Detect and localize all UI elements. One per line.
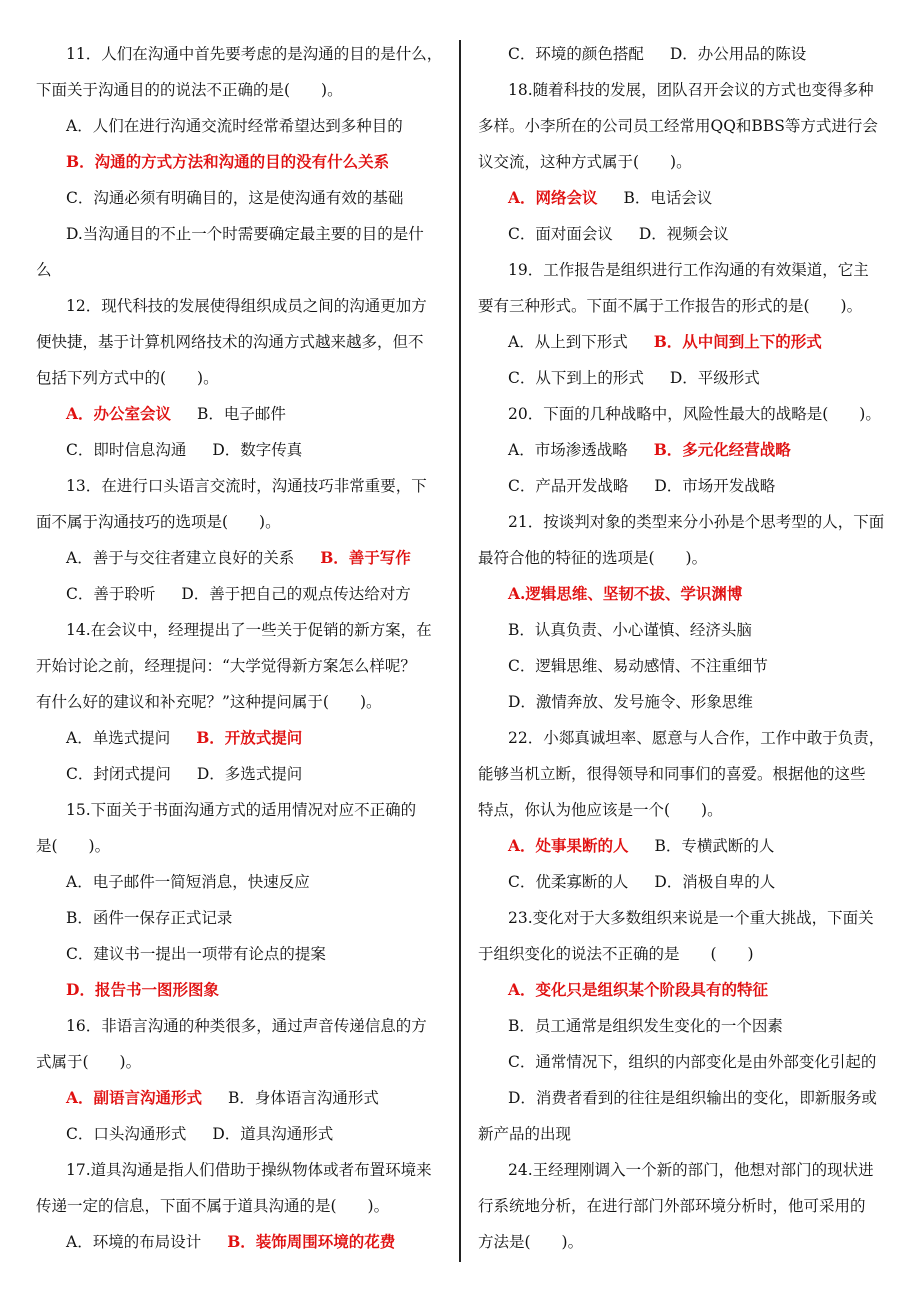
- text-line: [478, 1224, 890, 1260]
- line-text: D．数字传真: [212, 441, 303, 459]
- line-text: 传递一定的信息，下面不属于道具沟通的是( )。: [36, 1197, 390, 1215]
- text-line: [478, 252, 890, 288]
- answer-text: B．沟通的方式方法和沟通的目的没有什么关系: [66, 152, 390, 171]
- text-line: [36, 144, 446, 180]
- text-line: [478, 576, 890, 612]
- line-text: D．道具沟通形式: [212, 1125, 334, 1143]
- text-line: [36, 1116, 446, 1152]
- text-line: [478, 720, 890, 756]
- line-text: A．人们在进行沟通交流时经常希望达到多种目的: [66, 117, 403, 135]
- line-text: D.当沟通目的不止一个时需要确定最主要的目的是什: [66, 225, 424, 243]
- text-line: [478, 612, 890, 648]
- line-text: B．专横武断的人: [654, 837, 775, 855]
- text-line: [36, 252, 446, 288]
- text-line: [478, 936, 890, 972]
- line-text: 行系统地分析，在进行部门外部环境分析时，他可采用的: [478, 1197, 866, 1215]
- line-text: B．函件一保存正式记录: [66, 909, 233, 927]
- text-line: [36, 1224, 446, 1260]
- line-text: 新产品的出现: [478, 1125, 572, 1143]
- line-text: 么: [36, 261, 52, 279]
- answer-text: A．网络会议: [508, 188, 598, 207]
- line-text: 要有三种形式。下面不属于工作报告的形式的是( )。: [478, 297, 863, 315]
- line-text: B．认真负责、小心谨慎、经济头脑: [508, 621, 752, 639]
- answer-text: B．从中间到上下的形式: [653, 332, 822, 351]
- line-text: A．从上到下形式: [508, 333, 628, 351]
- answer-text: A．处事果断的人: [508, 836, 629, 855]
- left-column: [36, 36, 446, 1260]
- line-text: C．善于聆听: [66, 585, 156, 603]
- text-line: [478, 1008, 890, 1044]
- line-text: 面不属于沟通技巧的选项是( )。: [36, 513, 281, 531]
- text-line: [36, 180, 446, 216]
- text-line: [478, 396, 890, 432]
- text-line: [36, 936, 446, 972]
- line-text: 22．小郯真诚坦率、愿意与人合作，工作中敢于负责，: [508, 729, 885, 747]
- line-text: C．优柔寡断的人: [508, 873, 629, 891]
- text-line: [478, 864, 890, 900]
- line-text: 包括下列方式中的( )。: [36, 369, 219, 387]
- text-line: [36, 900, 446, 936]
- line-text: C．产品开发战略: [508, 477, 629, 495]
- line-text: 14.在会议中，经理提出了一些关于促销的新方案，在: [66, 621, 432, 639]
- line-text: A．单选式提问: [66, 729, 171, 747]
- text-line: [478, 504, 890, 540]
- text-line: [478, 1080, 890, 1116]
- text-line: [36, 1008, 446, 1044]
- line-text: 有什么好的建议和补充呢？”这种提问属于( )。: [36, 693, 382, 711]
- text-line: [478, 288, 890, 324]
- answer-text: A．办公室会议: [66, 404, 172, 423]
- answer-text: B．开放式提问: [196, 728, 303, 747]
- text-line: [36, 216, 446, 252]
- text-line: [478, 216, 890, 252]
- line-text: 最符合他的特征的选项是( )。: [478, 549, 708, 567]
- text-line: [478, 900, 890, 936]
- text-line: [36, 432, 446, 468]
- line-text: B．身体语言沟通形式: [228, 1089, 379, 1107]
- line-text: B．电话会议: [623, 189, 713, 207]
- line-text: C．面对面会议: [508, 225, 613, 243]
- text-line: [478, 540, 890, 576]
- line-text: D．平级形式: [669, 369, 760, 387]
- line-text: D．市场开发战略: [654, 477, 776, 495]
- line-text: D．办公用品的陈设: [669, 45, 807, 63]
- line-text: 13．在进行口头语言交流时，沟通技巧非常重要，下: [66, 477, 427, 495]
- text-line: [36, 828, 446, 864]
- answer-text: B．多元化经营战略: [653, 440, 791, 459]
- answer-text: A.逻辑思维、坚韧不拔、学识渊博: [508, 584, 743, 603]
- line-text: 24.王经理刚调入一个新的部门，他想对部门的现状进: [508, 1161, 874, 1179]
- column-divider: [459, 40, 461, 1262]
- answer-text: A．变化只是组织某个阶段具有的特征: [508, 980, 769, 999]
- text-line: [478, 972, 890, 1008]
- line-text: D．多选式提问: [196, 765, 303, 783]
- line-text: 16．非语言沟通的种类很多，通过声音传递信息的方: [66, 1017, 427, 1035]
- text-line: [36, 864, 446, 900]
- text-line: [36, 360, 446, 396]
- text-line: [36, 684, 446, 720]
- text-line: [478, 792, 890, 828]
- line-text: 23.变化对于大多数组织来说是一个重大挑战，下面关: [508, 909, 874, 927]
- line-text: D．消费者看到的往往是组织输出的变化，即新服务或: [508, 1089, 877, 1107]
- text-line: [36, 324, 446, 360]
- text-line: [36, 288, 446, 324]
- line-text: C．逻辑思维、易动感情、不注重细节: [508, 657, 768, 675]
- line-text: 能够当机立断，很得领导和同事们的喜爱。根据他的这些: [478, 765, 866, 783]
- answer-text: A．副语言沟通形式: [66, 1088, 203, 1107]
- line-text: 17.道具沟通是指人们借助于操纵物体或者布置环境来: [66, 1161, 432, 1179]
- text-line: [36, 1188, 446, 1224]
- line-text: C．封闭式提问: [66, 765, 171, 783]
- text-line: [478, 648, 890, 684]
- text-line: [478, 1116, 890, 1152]
- line-text: 开始讨论之前，经理提问：“大学觉得新方案怎么样呢？: [36, 657, 416, 675]
- text-line: [36, 36, 446, 72]
- line-text: B．员工通常是组织发生变化的一个因素: [508, 1017, 783, 1035]
- line-text: A．电子邮件一简短消息，快速反应: [66, 873, 310, 891]
- text-line: [478, 36, 890, 72]
- line-text: C．环境的颜色搭配: [508, 45, 644, 63]
- text-line: [478, 684, 890, 720]
- text-line: [478, 144, 890, 180]
- line-text: D．善于把自己的观点传达给对方: [181, 585, 411, 603]
- line-text: C．通常情况下，组织的内部变化是由外部变化引起的: [508, 1053, 877, 1071]
- text-line: [36, 108, 446, 144]
- text-line: [478, 108, 890, 144]
- line-text: D．视频会议: [638, 225, 729, 243]
- text-line: [36, 612, 446, 648]
- text-line: [478, 324, 890, 360]
- text-line: [36, 756, 446, 792]
- line-text: 15.下面关于书面沟通方式的适用情况对应不正确的: [66, 801, 417, 819]
- text-line: [36, 540, 446, 576]
- line-text: D．消极自卑的人: [654, 873, 776, 891]
- line-text: 特点，你认为他应该是一个( )。: [478, 801, 723, 819]
- line-text: A．环境的布局设计: [66, 1233, 202, 1251]
- text-line: [478, 72, 890, 108]
- line-text: C．即时信息沟通: [66, 441, 187, 459]
- answer-text: B．善于写作: [320, 548, 411, 567]
- text-line: [36, 504, 446, 540]
- line-text: 下面关于沟通目的的说法不正确的是( )。: [36, 81, 343, 99]
- line-text: 多样。小李所在的公司员工经常用QQ和BBS等方式进行会: [478, 117, 878, 135]
- line-text: 18.随着科技的发展，团队召开会议的方式也变得多种: [508, 81, 874, 99]
- line-text: 于组织变化的说法不正确的是 ( ): [478, 945, 754, 963]
- text-line: [478, 180, 890, 216]
- line-text: 是( )。: [36, 837, 111, 855]
- text-line: [36, 720, 446, 756]
- line-text: A．善于与交往者建立良好的关系: [66, 549, 295, 567]
- text-line: [36, 396, 446, 432]
- line-text: C．口头沟通形式: [66, 1125, 187, 1143]
- text-line: [478, 756, 890, 792]
- text-line: [36, 1152, 446, 1188]
- line-text: 式属于( )。: [36, 1053, 142, 1071]
- text-line: [478, 432, 890, 468]
- text-line: [478, 1152, 890, 1188]
- line-text: B．电子邮件: [197, 405, 286, 423]
- text-line: [36, 1044, 446, 1080]
- line-text: C．从下到上的形式: [508, 369, 644, 387]
- line-text: 19．工作报告是组织进行工作沟通的有效渠道，它主: [508, 261, 869, 279]
- text-line: [478, 1188, 890, 1224]
- text-line: [478, 468, 890, 504]
- text-line: [478, 360, 890, 396]
- line-text: 11．人们在沟通中首先要考虑的是沟通的目的是什么，: [66, 45, 443, 63]
- right-column: [478, 36, 890, 1260]
- text-line: [36, 468, 446, 504]
- text-line: [36, 1080, 446, 1116]
- line-text: 便快捷，基于计算机网络技术的沟通方式越来越多，但不: [36, 333, 424, 351]
- line-text: D．激情奔放、发号施令、形象思维: [508, 693, 753, 711]
- text-line: [36, 72, 446, 108]
- line-text: A．市场渗透战略: [508, 441, 628, 459]
- text-line: [478, 1044, 890, 1080]
- line-text: 20．下面的几种战略中，风险性最大的战略是( )。: [508, 405, 881, 423]
- line-text: 议交流，这种方式属于( )。: [478, 153, 692, 171]
- line-text: 12．现代科技的发展使得组织成员之间的沟通更加方: [66, 297, 427, 315]
- text-line: [36, 648, 446, 684]
- line-text: C．建议书一提出一项带有论点的提案: [66, 945, 326, 963]
- answer-text: D．报告书一图形图象: [66, 980, 219, 999]
- text-line: [478, 828, 890, 864]
- line-text: C．沟通必须有明确目的，这是使沟通有效的基础: [66, 189, 404, 207]
- line-text: 方法是( )。: [478, 1233, 584, 1251]
- text-line: [36, 792, 446, 828]
- text-line: [36, 972, 446, 1008]
- answer-text: B．装饰周围环境的花费: [227, 1232, 396, 1251]
- line-text: 21．按谈判对象的类型来分小孙是个思考型的人，下面: [508, 513, 885, 531]
- text-line: [36, 576, 446, 612]
